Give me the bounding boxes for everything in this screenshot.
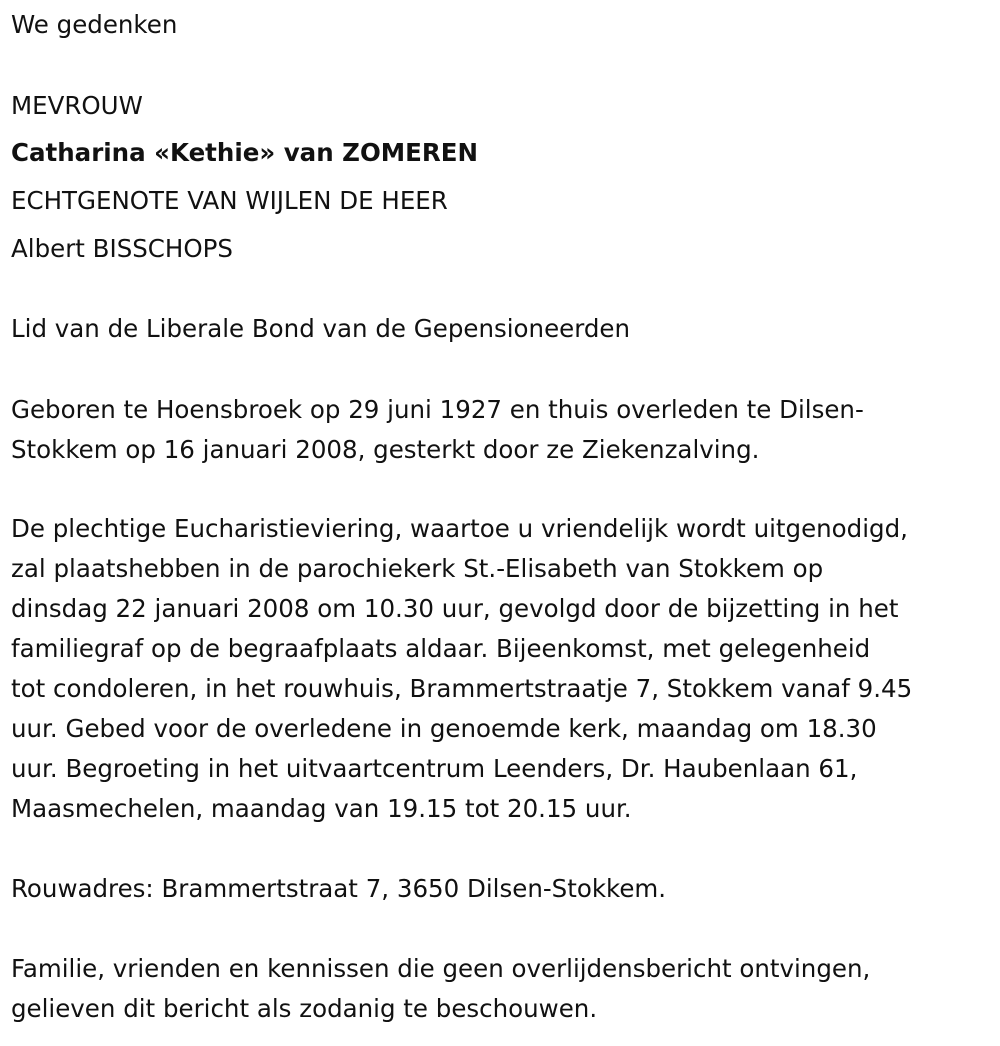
spouse-name: Albert BISSCHOPS bbox=[11, 234, 233, 263]
intro-text: We gedenken bbox=[11, 10, 178, 39]
ceremony-line: familiegraf op de begraafplaats aldaar. Bijeenkomst, met gelegenheid bbox=[11, 634, 871, 663]
birth-death-line: Geboren te Hoensbroek op 29 juni 1927 en thuis overleden te Dilsen- bbox=[11, 395, 864, 424]
title-prefix: MEVROUW bbox=[11, 91, 143, 120]
ceremony-line: dinsdag 22 januari 2008 om 10.30 uur, gevolgd door de bijzetting in het bbox=[11, 594, 899, 623]
ceremony-line: De plechtige Eucharistieviering, waartoe u vriendelijk wordt uitgenodigd, bbox=[11, 514, 908, 543]
closing-line: gelieven dit bericht als zodanig te beschouwen. bbox=[11, 994, 598, 1023]
spouse-label: ECHTGENOTE VAN WIJLEN DE HEER bbox=[11, 186, 448, 215]
closing-line: Familie, vrienden en kennissen die geen overlijdensbericht ontvingen, bbox=[11, 954, 871, 983]
ceremony-line: tot condoleren, in het rouwhuis, Brammertstraatje 7, Stokkem vanaf 9.45 bbox=[11, 674, 913, 703]
ceremony-line: uur. Gebed voor de overledene in genoemde kerk, maandag om 18.30 bbox=[11, 714, 877, 743]
ceremony-line: uur. Begroeting in het uitvaartcentrum Leenders, Dr. Haubenlaan 61, bbox=[11, 754, 858, 783]
membership-text: Lid van de Liberale Bond van de Gepensioneerden bbox=[11, 314, 631, 343]
ceremony-line: zal plaatshebben in de parochiekerk St.-Elisabeth van Stokkem op bbox=[11, 554, 824, 583]
birth-death-line: Stokkem op 16 januari 2008, gesterkt door ze Ziekenzalving. bbox=[11, 435, 760, 464]
deceased-name: Catharina «Kethie» van ZOMEREN bbox=[11, 138, 478, 167]
ceremony-line: Maasmechelen, maandag van 19.15 tot 20.15 uur. bbox=[11, 794, 632, 823]
mourning-address: Rouwadres: Brammertstraat 7, 3650 Dilsen-Stokkem. bbox=[11, 874, 667, 903]
